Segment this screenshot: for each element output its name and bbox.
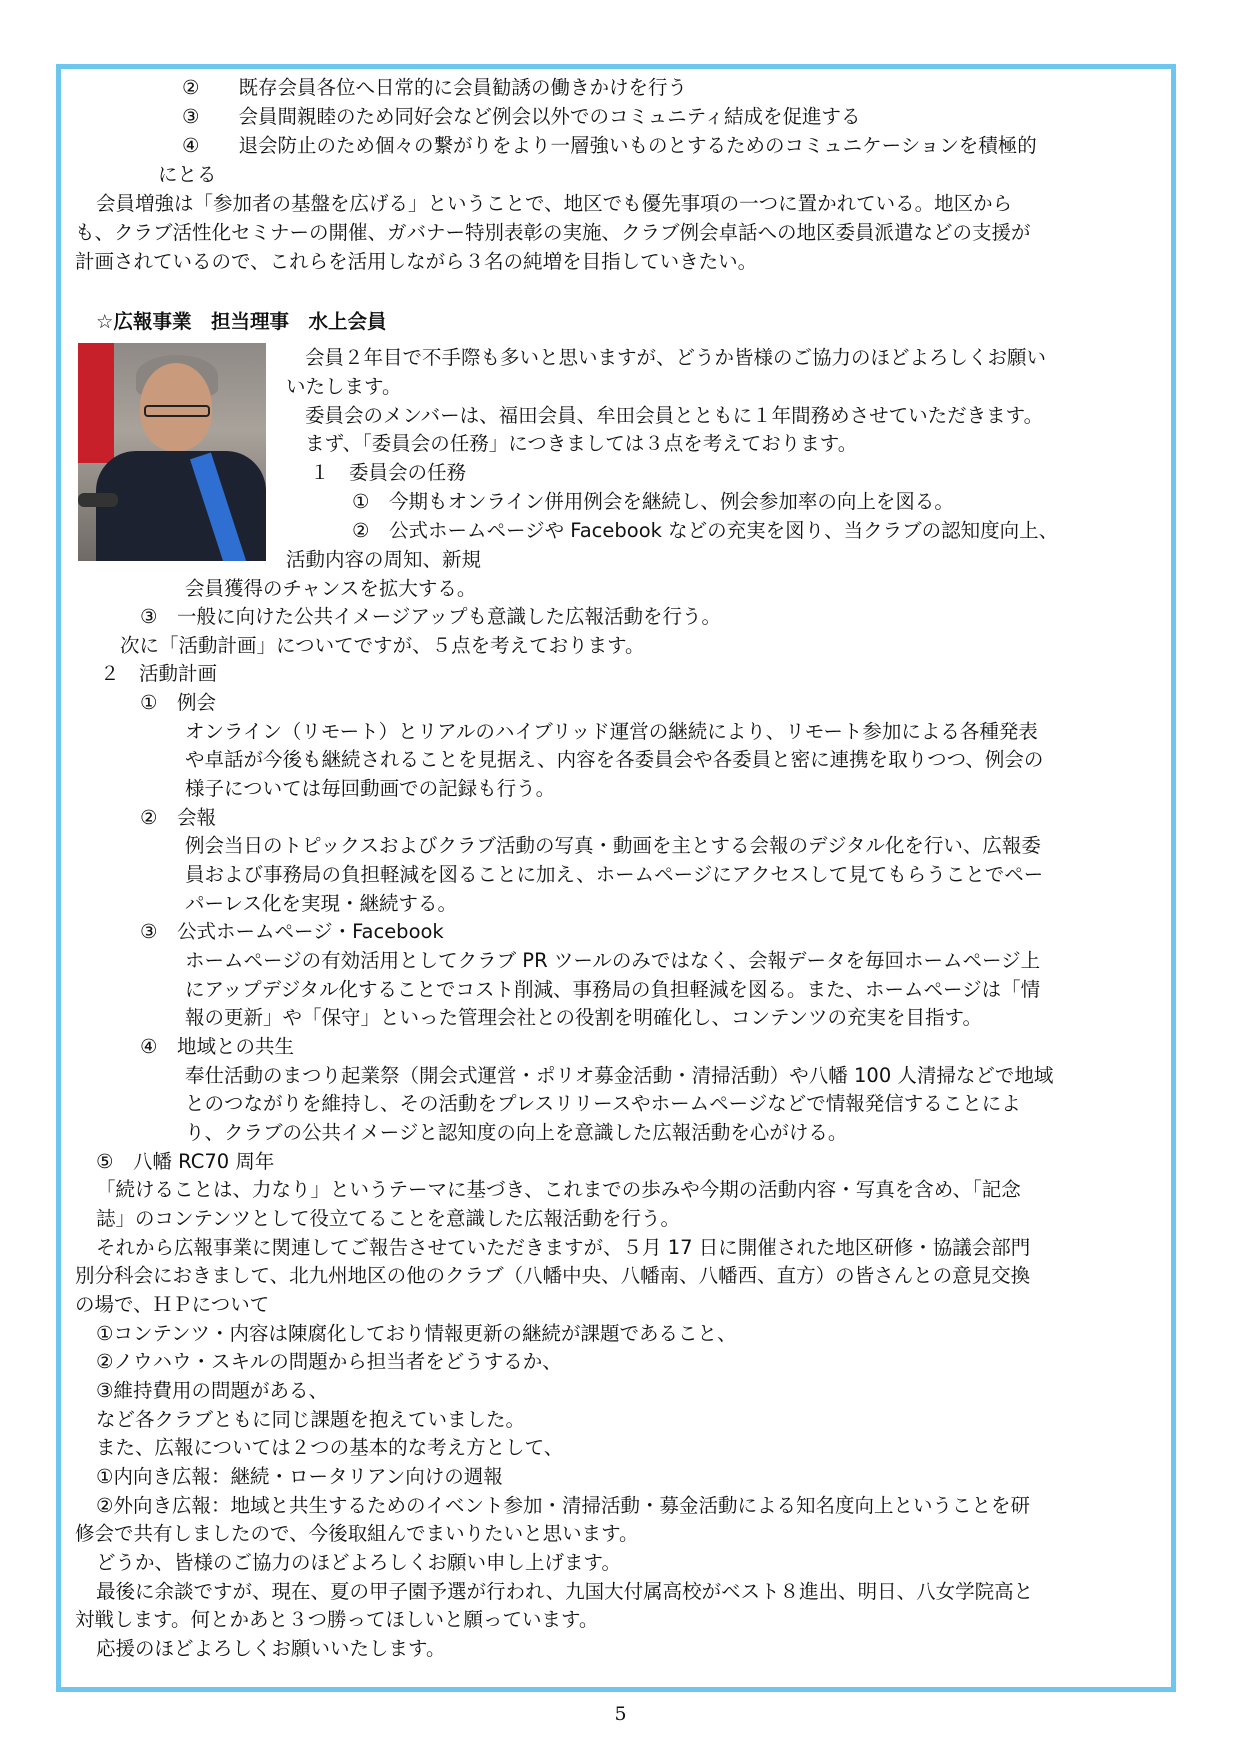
text-line: いたします。: [286, 375, 402, 398]
text-line: ② 既存会員各位へ日常的に会員勧誘の働きかけを行う: [182, 76, 687, 99]
text-line: 「続けることは、力なり」というテーマに基づき、これまでの歩みや今期の活動内容・写真を含め、「記念: [96, 1178, 1021, 1201]
text-line: り、クラブの公共イメージと認知度の向上を意識した広報活動を心がける。: [185, 1121, 848, 1144]
text-line: ⑤ 八幡 RC70 周年: [96, 1150, 275, 1173]
text-line: とのつながりを維持し、その活動をプレスリリースやホームページなどで情報発信することによ: [185, 1092, 1021, 1115]
text-line: ホームページの有効活用としてクラブ PR ツールのみではなく、会報データを毎回ホームページ上: [185, 949, 1041, 972]
text-line: 様子については毎回動画での記録も行う。: [185, 777, 556, 800]
text-line: 委員会のメンバーは、福田会員、牟田会員とともに１年間務めさせていただきます。: [305, 404, 1044, 427]
text-line: まず、「委員会の任務」につきましては３点を考えております。: [305, 432, 858, 455]
text-line: 最後に余談ですが、現在、夏の甲子園予選が行われ、九国大付属高校がベスト８進出、明日、八女学院高と: [96, 1580, 1034, 1603]
text-line: 次に「活動計画」についてですが、５点を考えております。: [120, 634, 645, 657]
text-line: １ 委員会の任務: [310, 461, 467, 484]
text-line: パーレス化を実現・継続する。: [185, 892, 458, 915]
text-line: 修会で共有しましたので、今後取組んでまいりたいと思います。: [75, 1522, 639, 1545]
text-line: ③ 会員間親睦のため同好会など例会以外でのコミュニティ結成を促進する: [182, 105, 861, 128]
text-line: ② 会報: [140, 806, 216, 829]
text-line: ②ノウハウ・スキルの問題から担当者をどうするか、: [96, 1350, 562, 1373]
speaker-photo: [78, 343, 266, 561]
text-line: ①内向き広報：継続・ロータリアン向けの週報: [96, 1465, 503, 1488]
text-line: 対戦します。何とかあと３つ勝ってほしいと願っています。: [75, 1608, 599, 1631]
text-line: の場で、ＨＰについて: [75, 1293, 270, 1316]
text-line: ②外向き広報：地域と共生するためのイベント参加・清掃活動・募金活動による知名度向上ということを研: [96, 1494, 1030, 1517]
text-line: 会員増強は「参加者の基盤を広げる」ということで、地区でも優先事項の一つに置かれている。地区から: [96, 192, 1013, 215]
text-line: 会員獲得のチャンスを拡大する。: [185, 577, 477, 600]
text-line: 員および事務局の負担軽減を図ることに加え、ホームページにアクセスして見てもらうことでペー: [185, 863, 1044, 886]
text-line: ① 例会: [140, 691, 216, 714]
text-line: ② 公式ホームページや Facebook などの充実を図り、当クラブの認知度向上、: [352, 519, 1059, 542]
text-line: 誌」のコンテンツとして役立てることを意識した広報活動を行う。: [96, 1207, 681, 1230]
text-line: ④ 退会防止のため個々の繋がりをより一層強いものとするためのコミュニケーションを積極的: [182, 134, 1037, 157]
text-line: ③ 公式ホームページ・Facebook: [140, 920, 444, 943]
text-line: 会員２年目で不手際も多いと思いますが、どうか皆様のご協力のほどよろしくお願い: [305, 346, 1047, 369]
section-heading: ☆広報事業 担当理事 水上会員: [96, 310, 387, 333]
text-line: それから広報事業に関連してご報告させていただきますが、５月 17 日に開催された地区研修・協議会部門: [96, 1236, 1031, 1259]
text-line: ①コンテンツ・内容は陳腐化しており情報更新の継続が課題であること、: [96, 1322, 737, 1345]
text-line: にアップデジタル化することでコスト削減、事務局の負担軽減を図る。また、ホームページは「情: [185, 978, 1041, 1001]
text-line: 活動内容の周知、新規: [286, 548, 482, 571]
text-line: 奉仕活動のまつり起業祭（開会式運営・ポリオ募金活動・清掃活動）や八幡 100 人清掃などで地域: [185, 1064, 1054, 1087]
text-line: ④ 地域との共生: [140, 1035, 294, 1058]
text-line: ③ 一般に向けた公共イメージアップも意識した広報活動を行う。: [140, 605, 722, 628]
page-number: 5: [614, 1703, 627, 1725]
text-line: ③維持費用の問題がある、: [96, 1379, 328, 1402]
text-line: や卓話が今後も継続されることを見据え、内容を各委員会や各委員と密に連携を取りつつ、例会の: [185, 748, 1044, 771]
text-line: オンライン（リモート）とリアルのハイブリッド運営の継続により、リモート参加による各種発表: [185, 720, 1038, 743]
text-line: 例会当日のトピックスおよびクラブ活動の写真・動画を主とする会報のデジタル化を行い、広報委: [185, 834, 1041, 857]
text-line: ① 今期もオンライン併用例会を継続し、例会参加率の向上を図る。: [352, 490, 954, 513]
text-line: など各クラブともに同じ課題を抱えていました。: [96, 1408, 526, 1431]
text-line: 別分科会におきまして、北九州地区の他のクラブ（八幡中央、八幡南、八幡西、直方）の皆さんとの意見交換: [75, 1264, 1031, 1287]
text-line: 計画されているので、これらを活用しながら３名の純増を目指していきたい。: [75, 250, 758, 273]
text-line: 報の更新」や「保守」といった管理会社との役割を明確化し、コンテンツの充実を目指す。: [185, 1006, 982, 1029]
text-line: にとる: [158, 163, 217, 186]
text-line: 応援のほどよろしくお願いいたします。: [96, 1637, 446, 1660]
text-line: ２ 活動計画: [100, 662, 218, 685]
text-line: また、広報については２つの基本的な考え方として、: [96, 1436, 564, 1459]
text-line: どうか、皆様のご協力のほどよろしくお願い申し上げます。: [96, 1551, 621, 1574]
text-line: も、クラブ活性化セミナーの開催、ガバナー特別表彰の実施、クラブ例会卓話への地区委員派遣などの支援が: [75, 221, 1031, 244]
